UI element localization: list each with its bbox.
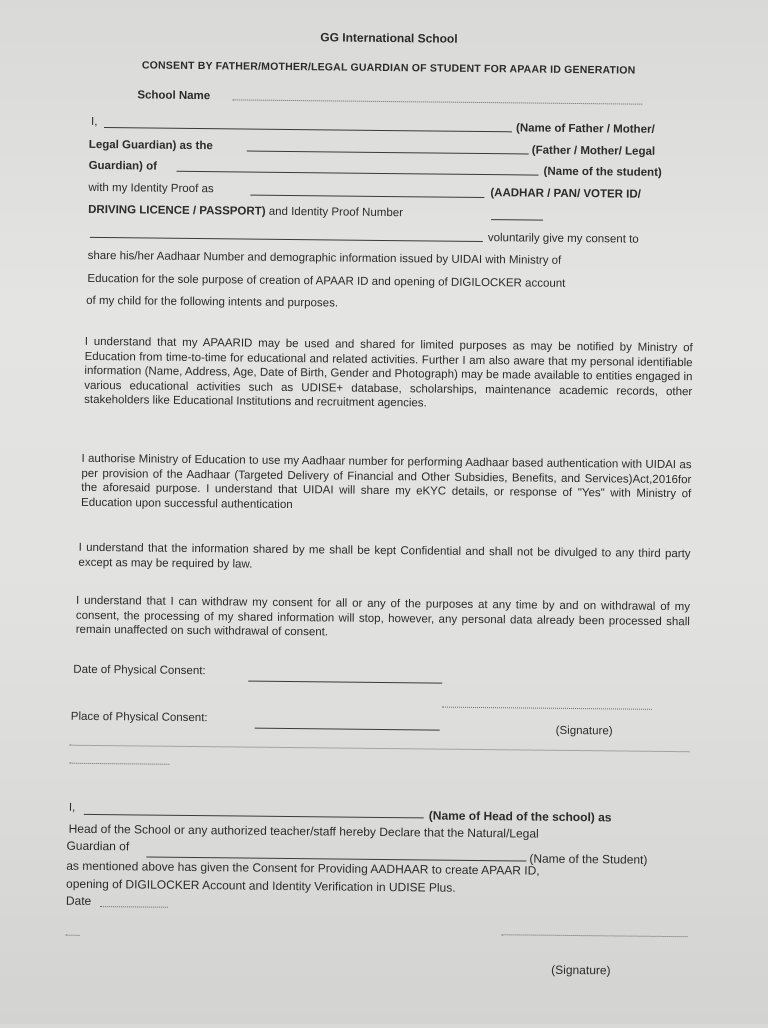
line1-start: I, (91, 115, 98, 128)
head-line1-end: (Name of Head of the school) as (428, 808, 612, 825)
school-name-field[interactable] (232, 99, 642, 104)
paragraph-confidentiality: I understand that the information shared by me shall be kept Confidential and shall not be divulged to any third party except as may be required by law. (78, 541, 691, 571)
school-heading: GG International School (320, 30, 458, 46)
line6-end: voluntarily give my consent to (487, 232, 639, 246)
paragraph-apaar-usage: I understand that my APAARID may be used and shared for limited purposes as may be notified by Ministry of Education from time-to-time for educational and related activities. Further I am also aware that my personal identifiable information (Name, Address, Age, Date of Birth, Gender and Photograph) may be made available to entities engaged in various educational activities such as UDISE+ database, scholarships, maintenance academic records, other stakeholders like Educational Institutions and recruitment agencies. (84, 335, 693, 410)
parent-name-field[interactable] (104, 127, 512, 132)
line5-text: and Identity Proof Number (265, 205, 404, 220)
signature-label: (Signature) (555, 724, 613, 738)
separator-dots-2 (69, 763, 169, 765)
line8: Education for the sole purpose of creation of APAAR ID and opening of DIGILOCKER account (87, 272, 566, 290)
student-name-field[interactable] (177, 171, 539, 176)
signature-line[interactable] (442, 707, 652, 710)
line5: DRIVING LICENCE / PASSPORT) and Identity Proof Number (88, 203, 404, 220)
line9: of my child for the following intents and purposes. (86, 294, 339, 310)
paragraph-withdrawal: I understand that I can withdraw my consent for all or any of the purposes at any time by and on withdrawal of my consent, the processing of my shared information will stop, however, any personal data already been processed shall remain unaffected on such withdrawal of consent. (75, 594, 691, 639)
relation-field[interactable] (247, 151, 529, 155)
head-signature-label: (Signature) (551, 962, 611, 978)
line3-end: (Name of the student) (543, 165, 662, 179)
head-line3-end: (Name of the Student) (529, 851, 648, 867)
stray-dots (66, 935, 80, 936)
head-line1-start: I, (68, 801, 76, 814)
head-name-field[interactable] (84, 814, 424, 819)
identity-number-field[interactable] (491, 219, 543, 221)
form-title: CONSENT BY FATHER/MOTHER/LEGAL GUARDIAN OF STUDENT FOR APAAR ID GENERATION (141, 59, 636, 77)
line7: share his/her Aadhaar Number and demographic information issued by UIDAI with Ministry of (87, 249, 562, 267)
line1-end: (Name of Father / Mother/ (515, 122, 655, 136)
identity-number-field-cont[interactable] (90, 237, 483, 242)
line4-start: with my Identity Proof as (88, 181, 214, 196)
line2-start: Legal Guardian) as the (88, 138, 213, 153)
head-line5: opening of DIGILOCKER Account and Identity Verification in UDISE Plus. (66, 876, 456, 895)
school-name-label: School Name (137, 89, 211, 103)
place-of-consent-label: Place of Physical Consent: (70, 710, 208, 725)
line4-end: (AADHAR / PAN/ VOTER ID/ (490, 187, 641, 201)
head-date-field[interactable] (100, 906, 168, 908)
head-date-label: Date (65, 893, 92, 908)
date-of-consent-field[interactable] (248, 681, 442, 684)
separator-dots-1 (70, 745, 690, 752)
date-of-consent-label: Date of Physical Consent: (73, 663, 206, 678)
paragraph-aadhaar-authorisation: I authorise Ministry of Education to use my Aadhaar number for performing Aadhaar based authentication with UIDAI as per provision of the Aadhaar (Targeted Delivery of Financial and Other Subsidies, Benefits, and Services)Act,2016for the aforesaid purpose. I understand that UIDAI will share my eKYC details, or response of "Yes" with Ministry of Education upon successful authentication (81, 452, 692, 511)
head-signature-line[interactable] (502, 934, 688, 937)
identity-proof-field[interactable] (250, 195, 484, 198)
line3-start: Guardian) of (88, 159, 158, 173)
head-line3-start: Guardian of (66, 838, 130, 854)
head-line4: as mentioned above has given the Consent for Providing AADHAAR to create APAAR ID, (66, 858, 540, 878)
line2-end: (Father / Mother/ Legal (531, 144, 656, 158)
place-of-consent-field[interactable] (255, 728, 440, 731)
head-line2: Head of the School or any authorized teacher/staff hereby Declare that the Natural/Legal (68, 821, 539, 841)
